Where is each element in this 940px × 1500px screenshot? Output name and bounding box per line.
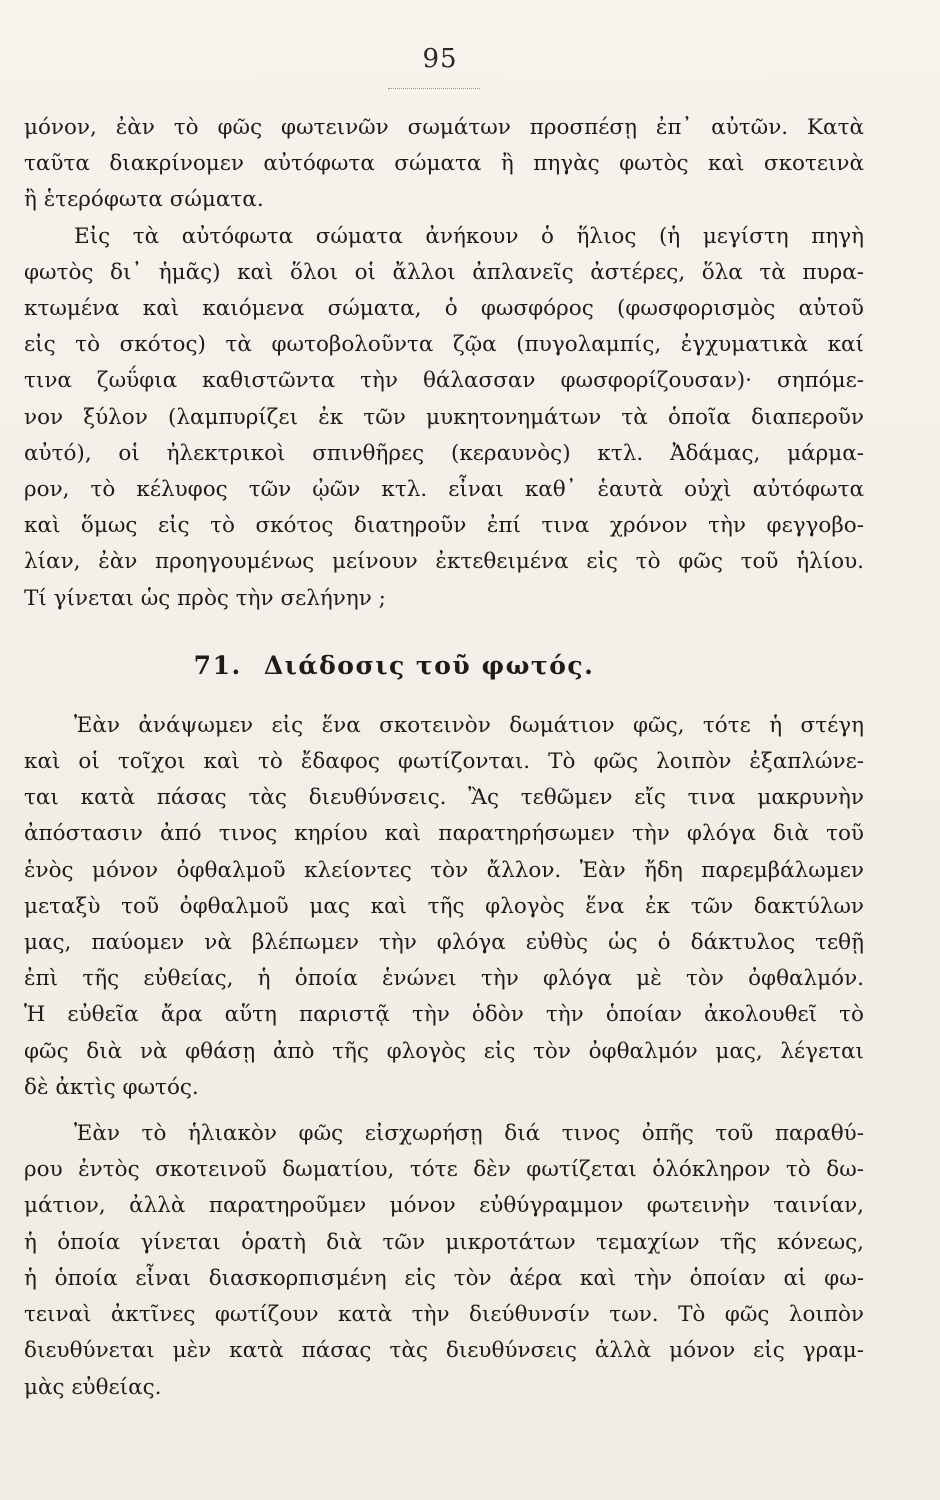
text-line: ἡ ὁποία εἶναι διασκορπισμένη εἰς τὸν ἀέρα καὶ τὴν ὁποίαν αἱ φω- [24,1265,864,1291]
text-line: μόνον, ἐὰν τὸ φῶς φωτεινῶν σωμάτων προσπέσῃ ἐπ᾽ αὐτῶν. Κατὰ [24,115,864,140]
text-line: αὐτό), οἱ ἠλεκτρικοὶ σπινθῆρες (κεραυνὸς) κτλ. Ἀδάμας, μάρμα- [24,440,864,466]
text-line: καὶ οἱ τοῖχοι καὶ τὸ ἔδαφος φωτίζονται. Τὸ φῶς λοιπὸν ἐξαπλώνε- [24,749,864,775]
section-number: 71. [193,650,242,680]
text-line: κτωμένα καὶ καιόμενα σώματα, ὁ φωσφόρος (φωσφορισμὸς αὐτοῦ [24,296,864,322]
text-line: ρον, τὸ κέλυφος τῶν ᾠῶν κτλ. εἶναι καθ᾽ ἑαυτὰ οὐχὶ αὐτόφωτα [24,477,864,503]
page-number-rule [388,88,480,89]
text-line: εἰς τὸ σκότος) τὰ φωτοβολοῦντα ζῷα (πυγολαμπίς, ἐγχυματικὰ καί [24,332,864,358]
paragraph-propagation [24,708,864,1106]
text-line: ἑνὸς μόνον ὀφθαλμοῦ κλείοντες τὸν ἄλλον. Ἐὰν ἤδη παρεμβάλωμεν [24,857,864,883]
section-heading [24,651,864,680]
page-number: 95 [422,44,458,74]
text-line: Ἐὰν ἀνάψωμεν εἰς ἕνα σκοτεινὸν δωμάτιον φῶς, τότε ἡ στέγη [74,712,864,738]
text-line: μεταξὺ τοῦ ὀφθαλμοῦ μας καὶ τῆς φλογὸς ἕνα ἐκ τῶν δακτύλων [24,893,864,919]
page-body [24,110,864,1406]
text-line: τινα ζωΰφια καθιστῶντα τὴν θάλασσαν φωσφορίζουσαν)· σηπόμε- [24,368,864,394]
text-line: δὲ ἀκτὶς φωτός. [24,1074,199,1100]
text-line: φωτὸς δι᾽ ἡμᾶς) καὶ ὅλοι οἱ ἄλλοι ἀπλανεῖς ἀστέρες, ὅλα τὰ πυρα- [24,259,864,285]
text-line: μας, παύομεν νὰ βλέπωμεν τὴν φλόγα εὐθὺς ὡς ὁ δάκτυλος τεθῇ [24,930,864,956]
text-line: ρου ἐντὸς σκοτεινοῦ δωματίου, τότε δὲν φωτίζεται ὁλόκληρον τὸ δω- [24,1157,864,1183]
text-line: ταῦτα διακρίνομεν αὐτόφωτα σώματα ἢ πηγὰς φωτὸς καὶ σκοτεινὰ [24,151,864,177]
text-line: ἡ ὁποία γίνεται ὁρατὴ διὰ τῶν μικροτάτων τεμαχίων τῆς κόνεως, [24,1229,864,1255]
text-line: λίαν, ἐὰν προηγουμένως μείνουν ἐκτεθειμένα εἰς τὸ φῶς τοῦ ἡλίου. [24,549,864,575]
paragraph-sunbeam [24,1116,864,1406]
section-title: Διάδοσις τοῦ φωτός. [263,650,595,680]
text-line: φῶς διὰ νὰ φθάσῃ ἀπὸ τῆς φλογὸς εἰς τὸν ὀφθαλμόν μας, λέγεται [24,1038,864,1064]
text-line: Τί γίνεται ὡς πρὸς τὴν σελήνην ; [24,585,386,611]
text-line: Ἡ εὐθεῖα ἄρα αὕτη παριστᾷ τὴν ὁδὸν τὴν ὁποίαν ἀκολουθεῖ τὸ [24,1002,864,1028]
text-line: τειναὶ ἀκτῖνες φωτίζουν κατὰ τὴν διεύθυνσίν των. Τὸ φῶς λοιπὸν [24,1302,864,1328]
text-line: Ἐὰν τὸ ἡλιακὸν φῶς εἰσχωρήσῃ διά τινος ὀπῆς τοῦ παραθύ- [74,1121,864,1147]
paragraph-self-luminous [24,219,864,617]
text-line: ἀπόστασιν ἀπό τινος κηρίου καὶ παρατηρήσωμεν τὴν φλόγα διὰ τοῦ [24,821,864,847]
text-line: καὶ ὅμως εἰς τὸ σκότος διατηροῦν ἐπί τινα χρόνον τὴν φεγγοβο- [24,513,864,539]
text-line: Εἰς τὰ αὐτόφωτα σώματα ἀνήκουν ὁ ἥλιος (ἡ μεγίστη πηγὴ [74,223,864,249]
text-line: ἢ ἑτερόφωτα σώματα. [24,187,264,213]
text-line: μάτιον, ἀλλὰ παρατηροῦμεν μόνον εὐθύγραμμον φωτεινὴν ταινίαν, [24,1193,864,1219]
text-line: μὰς εὐθείας. [24,1374,162,1400]
paragraph-continuation [24,110,864,219]
text-line: ἐπὶ τῆς εὐθείας, ἡ ὁποία ἑνώνει τὴν φλόγα μὲ τὸν ὀφθαλμόν. [24,966,864,992]
text-line: διευθύνεται μὲν κατὰ πάσας τὰς διευθύνσεις ἀλλὰ μόνον εἰς γραμ- [24,1338,864,1364]
text-line: νον ξύλον (λαμπυρίζει ἐκ τῶν μυκητονημάτων τὰ ὁποῖα διαπεροῦν [24,404,864,430]
text-line: ται κατὰ πάσας τὰς διευθύνσεις. Ἂς τεθῶμεν εἴς τινα μακρυνὴν [24,785,864,811]
